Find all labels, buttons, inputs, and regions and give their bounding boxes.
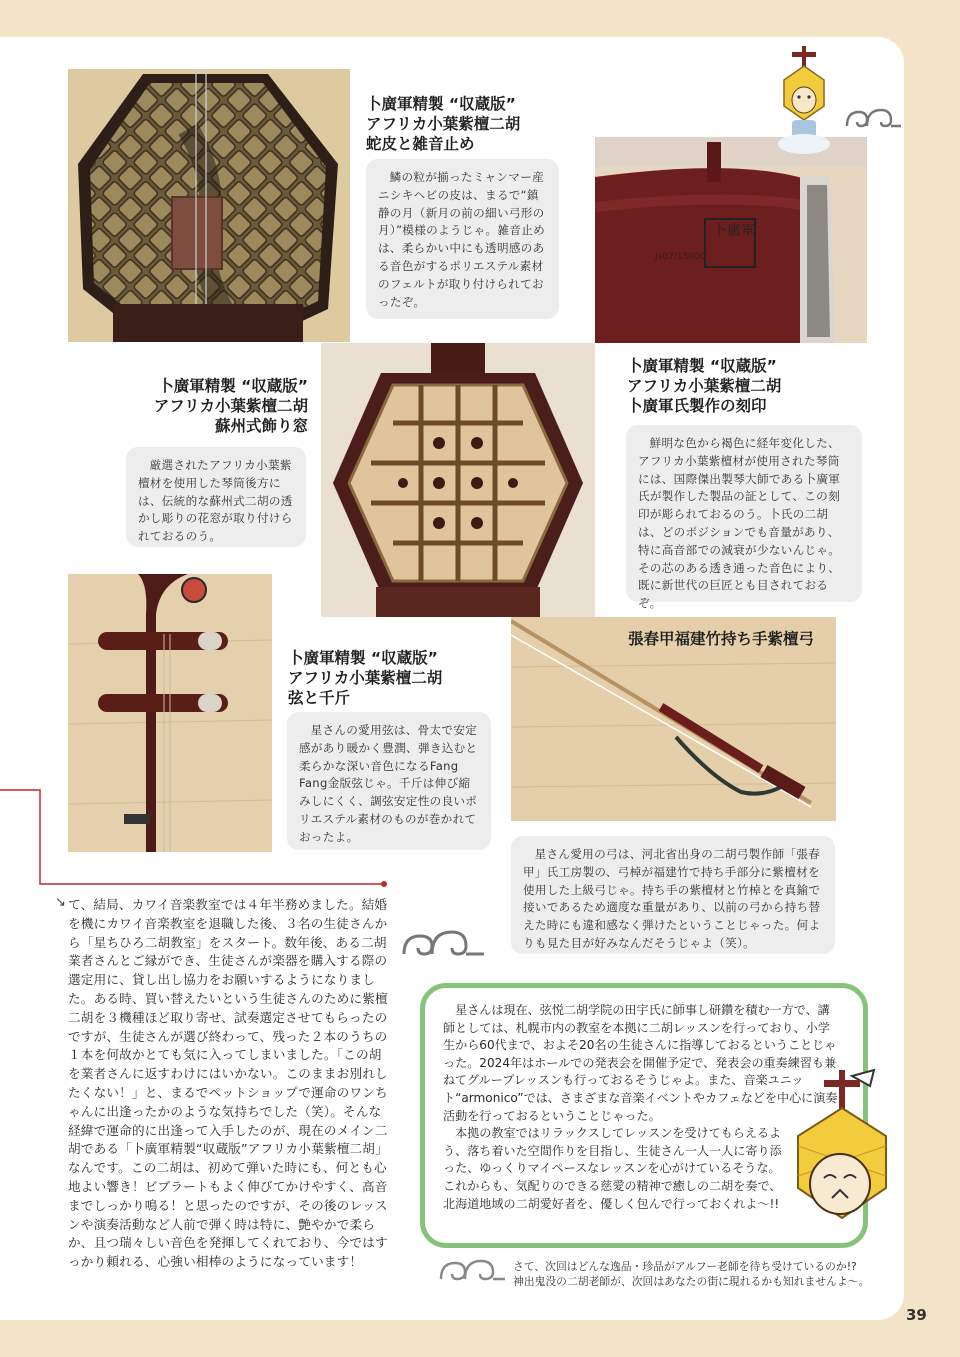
closing-line: さて、次回はどんな逸品・珍品がアルフー老師を待ち受けているのか!? bbox=[513, 1260, 857, 1273]
bow-note bbox=[511, 836, 835, 954]
title-line: 蛇皮と雑音止め bbox=[366, 135, 475, 153]
title-line: 蘇州式飾り窓 bbox=[214, 417, 308, 435]
window-title bbox=[142, 376, 308, 436]
title-line: 卜廣軍氏製作の刻印 bbox=[627, 397, 767, 415]
page-number: 39 bbox=[906, 1306, 927, 1324]
cloud-swirl-icon bbox=[843, 106, 903, 136]
note-text: 厳選されたアフリカ小葉紫檀材を使用した琴筒後方には、伝統的な蘇州式二胡の透かし彫りの花窓が取り付けられておるのう。 bbox=[138, 458, 293, 544]
title-line: アフリカ小葉紫檀二胡 bbox=[153, 397, 308, 415]
note-text: 鮮明な色から褐色に経年変化した、アフリカ小葉紫檀材が使用された琴筒には、国際傑出製琴大師である卜廣軍氏が製作した製品の証として、この刻印が彫られておるのう。卜氏の二胡は、どのポジションでも音量があり、特に高音部での減衰が少ないんじゃ。その芯のある透き通った音色により、既に新世代の巨匠とも目されておるぞ。 bbox=[638, 436, 841, 611]
accent-bracket-line bbox=[0, 786, 392, 890]
turn-arrow-icon: ↘ bbox=[55, 895, 66, 910]
title-line: 卜廣軍精製 “収蔵版” bbox=[366, 95, 516, 113]
article-body-text: て、結局、カワイ音楽教室では４年半務めました。結婚を機にカワイ音楽教室を退職した後、３名の生徒さんから「星ちひろ二胡教室」をスタート。数年後、ある二胡業者さんとご縁ができ、生徒さんが楽器を購入する際の選定用に、貸し出し協力をお願いするようになりました。ある時、買い替えたいという生徒さんのために紫檀二胡を３機種ほど取り寄せ、試奏選定させてもらったのですが、生徒さんが選び終わって、残った２本のうちの１本を何故かとても気に入ってしまいました。「この胡を業者さんに返すわけにはいかない。このままお別れしたくない！」と、まるでペットショップで運命のワンちゃんに出逢ったかのような気持ちでした（笑）。そんな経緯で運命的に出逢って入手したのが、現在のメイン二胡である「卜廣軍精製“収蔵版”アフリカ小葉紫檀二胡」なんです。この二胡は、初めて弾いた時にも、何とも心地よい響き！ビブラートもよく伸びてかけやすく、高音までしっかり鳴る！と思ったのですが、その後のレッスンや演奏活動など人前で弾く時は特に、艶やかで柔らか、且つ瑞々しい音色を発揮してくれており、今ではすっかり頼れる、心強い相棒のようになっています！ bbox=[68, 897, 388, 1270]
stamp-note bbox=[626, 425, 862, 611]
title-line: 張春甲福建竹持ち手紫檀弓 bbox=[628, 630, 815, 648]
erhu-mascot-icon bbox=[772, 44, 842, 159]
note-text: 鱗の粒が揃ったミャンマー産ニシキヘビの皮は、まるで“鎮静の月（新月の前の細い弓形の月）”模様のようじゃ。雑音止めは、柔らかい中にも透明感のある音色がするポリエステル素材のフェルトが取り付けられておったぞ。 bbox=[378, 170, 546, 309]
strings-title bbox=[288, 648, 442, 708]
title-line: アフリカ小葉紫檀二胡 bbox=[366, 115, 521, 133]
note-text: 星さん愛用の弓は、河北省出身の二胡弓製作師「張春甲」氏工房製の、弓棹が福建竹で持ち手部分に紫檀材を使用した上級弓じゃ。持ち手の紫檀材と竹棹とを真鍮で接いであるため適度な重量があり、以前の弓から持ち替えた時にも違和感なく弾けたということじゃった。何よりも見た目が好みなんだそうじゃよ（笑）。 bbox=[523, 847, 821, 950]
title-line: アフリカ小葉紫檀二胡 bbox=[627, 377, 782, 395]
title-line: 弦と千斤 bbox=[288, 689, 351, 707]
closing-note bbox=[513, 1259, 869, 1289]
cloud-swirl-icon bbox=[400, 928, 486, 966]
title-line: 卜廣軍精製 “収蔵版” bbox=[288, 649, 438, 667]
title-line: アフリカ小葉紫檀二胡 bbox=[288, 669, 443, 687]
erhu-mascot-icon bbox=[790, 1066, 900, 1241]
title-line: 卜廣軍精製 “収蔵版” bbox=[627, 357, 777, 375]
stamp-seal-text: 卜廣軍 bbox=[713, 223, 755, 239]
stamp-serial-text: Js07/15000 bbox=[655, 252, 706, 262]
article-body bbox=[68, 896, 388, 1272]
note-text: 星さんの愛用弦は、骨太で安定感があり暖かく豊潤、弾き込むと柔らかな深い音色になるFang Fang金版弦じゃ。千斤は伸び縮みしにくく、調弦安定性の良いポリエステル素材のものが巻かれておったよ。 bbox=[299, 723, 478, 844]
window-note bbox=[126, 447, 306, 547]
profile-paragraph: 星さんは現在、弦悦二胡学院の田宇氏に師事し研鑽を積む一方で、講師としては、札幌市内の教室を本拠に二胡レッスンを行っており、小学生から60代まで、およそ20名の生徒さんに指導しておるということじゃった。2024年はホールでの発表会を開催予定で、発表会の重奏練習も兼ねてグループレッスンも行っておるそうじゃよ。また、音楽ユニット“armonico”では、さまざまな音楽イベントやカフェなどを中心に演奏活動を行っておるということじゃった。 bbox=[443, 1003, 838, 1123]
bow-title bbox=[628, 629, 814, 649]
photo-window bbox=[321, 343, 595, 617]
closing-line: 神出鬼没の二胡老師が、次回はあなたの街に現れるかも知れませんよ〜。 bbox=[513, 1275, 870, 1288]
cloud-swirl-icon bbox=[437, 1257, 507, 1289]
snakeskin-note bbox=[366, 159, 559, 319]
title-line: 卜廣軍精製 “収蔵版” bbox=[158, 377, 308, 395]
snakeskin-title bbox=[366, 94, 520, 154]
stamp-title bbox=[627, 356, 781, 416]
profile-paragraph: 本拠の教室ではリラックスしてレッスンを受けてもらえるよう、落ち着いた空間作りを目指し、生徒さん一人一人に寄り添った、ゆっくりマイペースなレッスンを心がけているそうな。これからも、気配りのできる慈愛の精神で癒しの二胡を奏で、北海道地域の二胡愛好者を、優しく包んで行っておくれよ〜!! bbox=[443, 1126, 782, 1211]
photo-snakeskin bbox=[68, 69, 350, 342]
photo-stamp bbox=[595, 137, 867, 343]
